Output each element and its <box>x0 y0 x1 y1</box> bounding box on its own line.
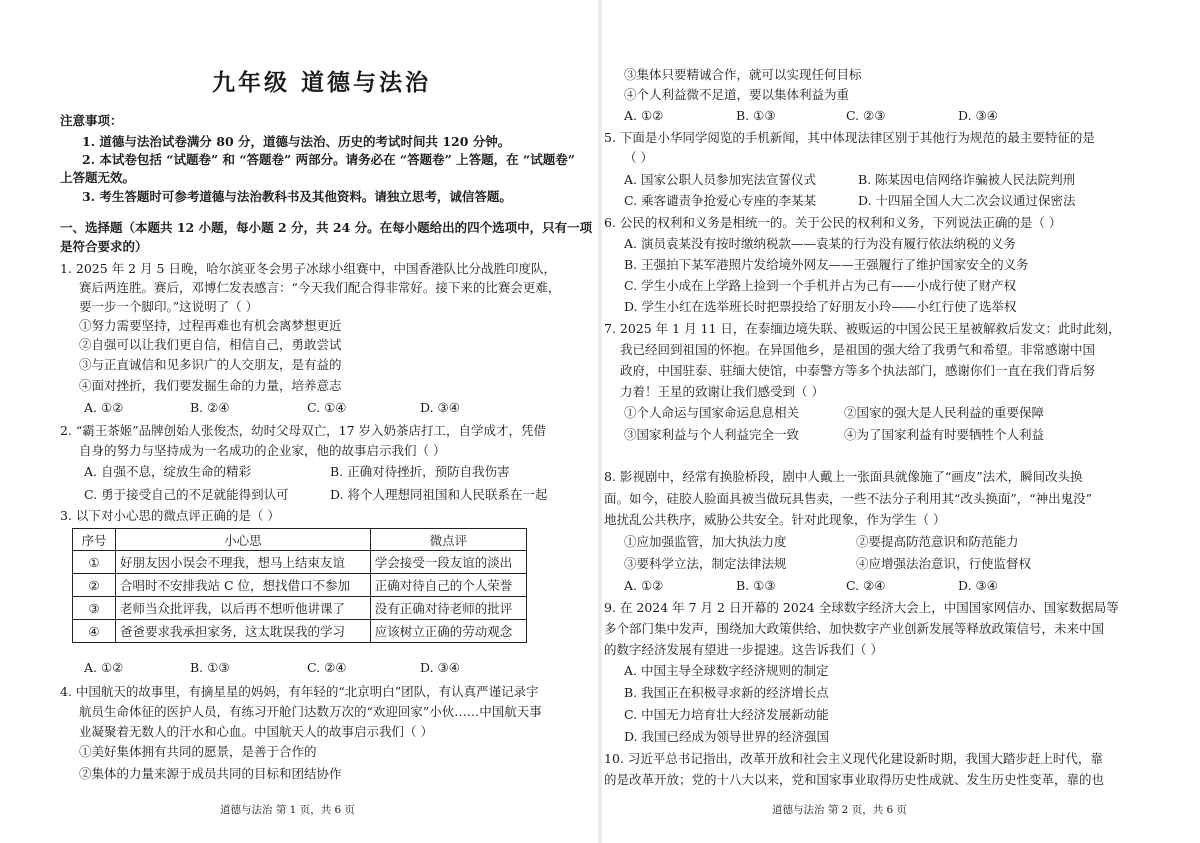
q2-option-d: D. 将个人理想同祖国和人民联系在一起 <box>330 487 548 502</box>
table-cell: 正确对待自己的个人荣誉 <box>370 574 526 597</box>
q7-statement-2: ②国家的强大是人民利益的重要保障 <box>844 405 1045 420</box>
q8-stem-1: 8. 影视剧中，经常有换脸桥段，剧中人戴上一张面具就像施了“画皮”法术，瞬间改头换 <box>604 469 1083 484</box>
q4-option-c: C. ②③ <box>846 108 886 123</box>
table-cell: ④ <box>73 620 116 643</box>
q3-option-b: B. ①③ <box>190 660 230 675</box>
table-cell: ② <box>73 574 116 597</box>
table-header-row <box>73 529 527 551</box>
q1-option-d: D. ③④ <box>420 400 460 415</box>
q7-stem-3: 政府，中国驻泰、驻缅大使馆，中泰警方等多个执法部门，感谢你们一直在我们背后努 <box>620 363 1096 378</box>
notes-heading: 注意事项： <box>60 113 123 128</box>
q9-option-d: D. 我国已经成为领导世界的经济强国 <box>624 729 830 744</box>
q4-statement-3: ③集体只要精诚合作，就可以实现任何目标 <box>624 67 862 82</box>
q4-stem-1: 4. 中国航天的故事里，有摘星星的妈妈，有年轻的“北京明白”团队，有认真严谨记录宇 <box>60 684 539 699</box>
section-heading: 一、选择题（本题共 12 小题，每小题 2 分，共 24 分。在每小题给出的四个选项中，只有一项 <box>60 220 593 235</box>
table-header-cell: 序号 <box>73 529 116 551</box>
q9-option-b: B. 我国正在积极寻求新的经济增长点 <box>624 685 829 700</box>
exam-page-2 <box>600 0 1200 843</box>
q7-statement-4: ④为了国家利益有时要牺牲个人利益 <box>844 427 1045 442</box>
q6-option-d: D. 学生小红在选举班长时把票投给了好朋友小玲——小红行使了选举权 <box>624 299 1017 314</box>
q1-statement-1: ①努力需要坚持，过程再难也有机会离梦想更近 <box>79 318 342 333</box>
q7-statement-3: ③国家利益与个人利益完全一致 <box>624 427 800 442</box>
table-cell: 应该树立正确的劳动观念 <box>370 620 526 643</box>
q8-stem-2: 面。如今，硅胶人脸面具被当做玩具售卖，一些不法分子利用其“改头换面”，“神出鬼没” <box>604 491 1093 506</box>
table-row <box>73 620 527 643</box>
q8-stem-3: 地扰乱公共秩序，威胁公共安全。针对此现象，作为学生（ ） <box>604 512 946 527</box>
q6-option-b: B. 王强拍下某军港照片发给境外网友——王强履行了维护国家安全的义务 <box>624 257 1029 272</box>
q9-option-a: A. 中国主导全球数字经济规则的制定 <box>624 663 829 678</box>
page-footer-2: 道德与法治 第 2 页，共 6 页 <box>772 804 908 816</box>
section-heading-cont: 是符合要求的） <box>60 239 148 254</box>
q8-statement-4: ④应增强法治意识，行使监督权 <box>856 556 1032 571</box>
q4-statement-1: ①美好集体拥有共同的愿景，是善于合作的 <box>79 744 317 759</box>
table-cell: 学会接受一段友谊的淡出 <box>370 551 526 574</box>
q4-stem-2: 航员生命体征的医护人员，有练习开舱门达数万次的“欢迎回家”小伙……中国航天事 <box>79 704 542 719</box>
q8-option-a: A. ①② <box>624 578 664 593</box>
q8-statement-1: ①应加强监管，加大执法力度 <box>624 534 787 549</box>
table-cell: 爸爸要求我承担家务，这太耽误我的学习 <box>116 620 371 643</box>
q2-stem-1: 2. “霸王茶姬”品牌创始人张俊杰，幼时父母双亡，17 岁入奶茶店打工，自学成才，凭借 <box>60 423 547 438</box>
q5-option-a: A. 国家公职人员参加宪法宣誓仪式 <box>624 172 816 187</box>
q1-statement-4: ④面对挫折，我们要发掘生命的力量，培养意志 <box>79 378 342 393</box>
q8-option-b: B. ①③ <box>736 578 776 593</box>
table-header-cell: 小心思 <box>116 529 371 551</box>
q1-statement-2: ②自强可以让我们更自信，相信自己，勇敢尝试 <box>79 337 342 352</box>
q6-option-c: C. 学生小成在上学路上捡到一个手机并占为己有——小成行使了财产权 <box>624 278 1017 293</box>
note-3: 3. 考生答题时可参考道德与法治教科书及其他资料。请独立思考，诚信答题。 <box>82 189 512 204</box>
q10-stem-2: 的是改革开放；党的十八大以来，党和国家事业取得历史性成就、发生历史性变革，靠的也 <box>604 772 1105 787</box>
q9-stem-3: 的数字经济发展有望进一步提速。这告诉我们（ ） <box>604 642 883 657</box>
q1-stem-2: 赛后两连胜。赛后，邓博仁发表感言：“今天我们配合得非常好。接下来的比赛会更难， <box>79 280 561 295</box>
q9-stem-2: 多个部门集中发声，围绕加大政策供给、加快数字产业创新发展等释放政策信号，未来中国 <box>604 621 1105 636</box>
q2-option-c: C. 勇于接受自己的不足就能得到认可 <box>84 487 289 502</box>
q8-option-c: C. ②④ <box>846 578 886 593</box>
q4-option-b: B. ①③ <box>736 108 776 123</box>
q8-statement-2: ②要提高防范意识和防范能力 <box>856 534 1019 549</box>
q4-option-d: D. ③④ <box>958 108 998 123</box>
table-cell: 没有正确对待老师的批评 <box>370 597 526 620</box>
q2-stem-2: 自身的努力与坚持成为一名成功的企业家，他的故事启示我们（ ） <box>79 443 446 458</box>
table-row <box>73 551 527 574</box>
table-cell: 好朋友因小误会不理我，想马上结束友谊 <box>116 551 371 574</box>
note-2: 2. 本试卷包括 “试题卷” 和 “答题卷” 两部分。请务必在 “答题卷” 上答题，在 “试题卷” <box>82 152 575 167</box>
q5-stem-2: （ ） <box>624 150 653 165</box>
q9-stem-1: 9. 在 2024 年 7 月 2 日开幕的 2024 全球数字经济大会上，中国国家网信办、国家数据局等 <box>604 600 1119 615</box>
q5-option-b: B. 陈某因电信网络诈骗被人民法院判刑 <box>858 172 1076 187</box>
note-2-cont: 上答题无效。 <box>60 170 136 185</box>
q8-statement-3: ③要科学立法，制定法律法规 <box>624 556 787 571</box>
q6-stem: 6. 公民的权利和义务是相统一的。关于公民的权利和义务，下列说法正确的是（ ） <box>604 215 1062 230</box>
table-cell: ③ <box>73 597 116 620</box>
table-cell: 老师当众批评我，以后再不想听他讲课了 <box>116 597 371 620</box>
table-header-cell: 微点评 <box>370 529 526 551</box>
q3-stem: 3. 以下对小心思的微点评正确的是（ ） <box>60 508 280 523</box>
q7-stem-1: 7. 2025 年 1 月 11 日，在泰缅边境失联、被贩运的中国公民王星被解救后发文：此时此刻， <box>604 321 1121 336</box>
q10-stem-1: 10. 习近平总书记指出，改革开放和社会主义现代化建设新时期，我国大踏步赶上时代，靠 <box>604 751 1103 766</box>
q1-statement-3: ③与正直诚信和见多识广的人交朋友，是有益的 <box>79 357 342 372</box>
table-row <box>73 574 527 597</box>
q4-option-a: A. ①② <box>624 108 664 123</box>
note-1: 1. 道德与法治试卷满分 80 分，道德与法治、历史的考试时间共 120 分钟。 <box>82 134 511 149</box>
q9-option-c: C. 中国无力培育壮大经济发展新动能 <box>624 707 829 722</box>
q3-option-c: C. ②④ <box>307 660 347 675</box>
q3-option-d: D. ③④ <box>420 660 460 675</box>
q7-stem-4: 力着！王星的致谢让我们感受到（ ） <box>620 384 824 399</box>
exam-title: 九年级 道德与法治 <box>212 69 432 96</box>
table-cell: 合唱时不安排我站 C 位，想找借口不参加 <box>116 574 371 597</box>
q1-option-a: A. ①② <box>84 400 124 415</box>
q8-option-d: D. ③④ <box>958 578 998 593</box>
q2-option-a: A. 自强不息，绽放生命的精彩 <box>84 464 251 479</box>
q2-option-b: B. 正确对待挫折，预防自我伤害 <box>330 464 510 479</box>
table-row <box>73 597 527 620</box>
q1-option-b: B. ②④ <box>190 400 230 415</box>
q3-table <box>72 528 527 643</box>
q5-option-c: C. 乘客谴责争抢爱心专座的李某某 <box>624 193 817 208</box>
q7-stem-2: 我已经回到祖国的怀抱。在异国他乡，是祖国的强大给了我勇气和希望。非常感谢中国 <box>620 342 1096 357</box>
table-cell: ① <box>73 551 116 574</box>
q4-statement-4: ④个人利益微不足道，要以集体利益为重 <box>624 87 850 102</box>
q1-option-c: C. ①④ <box>307 400 347 415</box>
q4-statement-2: ②集体的力量来源于成员共同的目标和团结协作 <box>79 766 342 781</box>
page-footer-1: 道德与法治 第 1 页，共 6 页 <box>220 804 356 816</box>
q7-statement-1: ①个人命运与国家命运息息相关 <box>624 405 800 420</box>
q4-stem-3: 业凝聚着无数人的汗水和心血。中国航天人的故事启示我们（ ） <box>79 724 433 739</box>
q6-option-a: A. 演员袁某没有按时缴纳税款——袁某的行为没有履行依法纳税的义务 <box>624 236 1016 251</box>
q3-option-a: A. ①② <box>84 660 124 675</box>
q5-stem-1: 5. 下面是小华同学阅览的手机新闻，其中体现法律区别于其他行为规范的最主要特征的是 <box>604 130 1095 145</box>
q1-stem-1: 1. 2025 年 2 月 5 日晚，哈尔滨亚冬会男子冰球小组赛中，中国香港队比分战胜印度队， <box>60 261 556 276</box>
q1-stem-3: 要一步一个脚印。”这说明了（ ） <box>79 299 259 314</box>
q5-option-d: D. 十四届全国人大二次会议通过保密法 <box>858 193 1076 208</box>
